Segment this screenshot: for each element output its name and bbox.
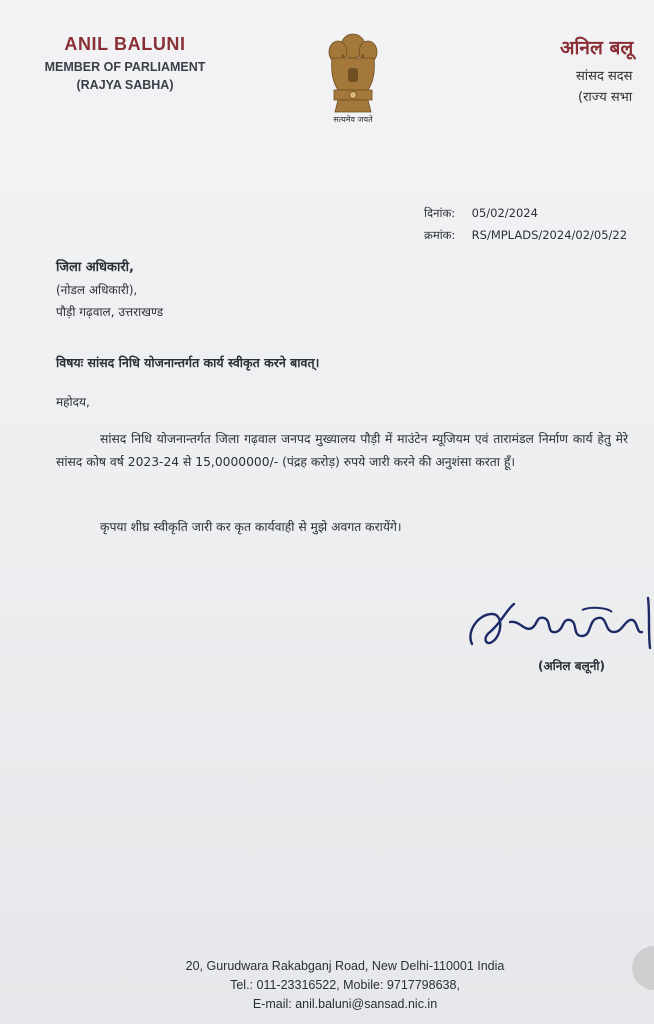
handwritten-signature [462,592,654,662]
sender-role-hindi: सांसद सदस [576,69,633,84]
sender-name-english: ANIL BALUNI [64,34,186,54]
reference-row [424,224,627,246]
letterhead-footer [150,957,540,1014]
emblem-motto: सत्यमेव जयते [333,115,373,124]
sender-role-english: MEMBER OF PARLIAMENT [44,60,206,74]
sender-house-hindi: (राज्य सभा [578,90,633,105]
reference-label: क्रमांक: [424,228,456,242]
addressee-line-3: पौड़ी गढ़वाल, उत्तराखण्ड [56,305,164,319]
date-label: दिनांक: [424,206,456,220]
date-row [424,202,627,224]
sender-name-hindi: अनिल बलू [560,37,634,59]
signatory-name: (अनिल बलूनी) [538,659,605,673]
addressee-line-2: (नोडल अधिकारी), [56,283,138,297]
letterhead-hindi [560,34,633,105]
sender-house-english: (RAJYA SABHA) [76,78,174,92]
addressee-block [56,257,163,323]
footer-email: E-mail: anil.baluni@sansad.nic.in [252,997,438,1011]
body-paragraph-1-text: सांसद निधि योजनान्तर्गत जिला गढ़वाल जनपद मुख्यालय पौड़ी में माउंटेन म्यूजियम एवं तारामंडल निर्माण कार्य हेतु मेरे सांसद कोष वर्ष 2023-24 से 15,0000000/- (पंद्रह करोड़) रुपये जारी करने की अनुशंसा करता हूँ। [56,432,628,469]
letter-meta [424,202,627,246]
subject-line: विषयः सांसद निधि योजनान्तर्गत कार्य स्वीकृत करने बावत्। [56,355,320,370]
letterhead-english [30,34,220,92]
date-value: 05/02/2024 [471,206,538,220]
reference-value: RS/MPLADS/2024/02/05/22 [471,228,628,242]
salutation: महोदय, [56,395,90,409]
body-paragraph-2: कृपया शीघ्र स्वीकृति जारी कर कृत कार्यवाही से मुझे अवगत करायेंगे। [100,520,402,534]
body-paragraph-1 [56,428,628,474]
addressee-line-1: जिला अधिकारी, [56,260,134,275]
footer-address: 20, Gurudwara Rakabganj Road, New Delhi-110001 India [185,959,505,973]
footer-phones: Tel.: 011-23316522, Mobile: 9717798638, [230,978,460,992]
